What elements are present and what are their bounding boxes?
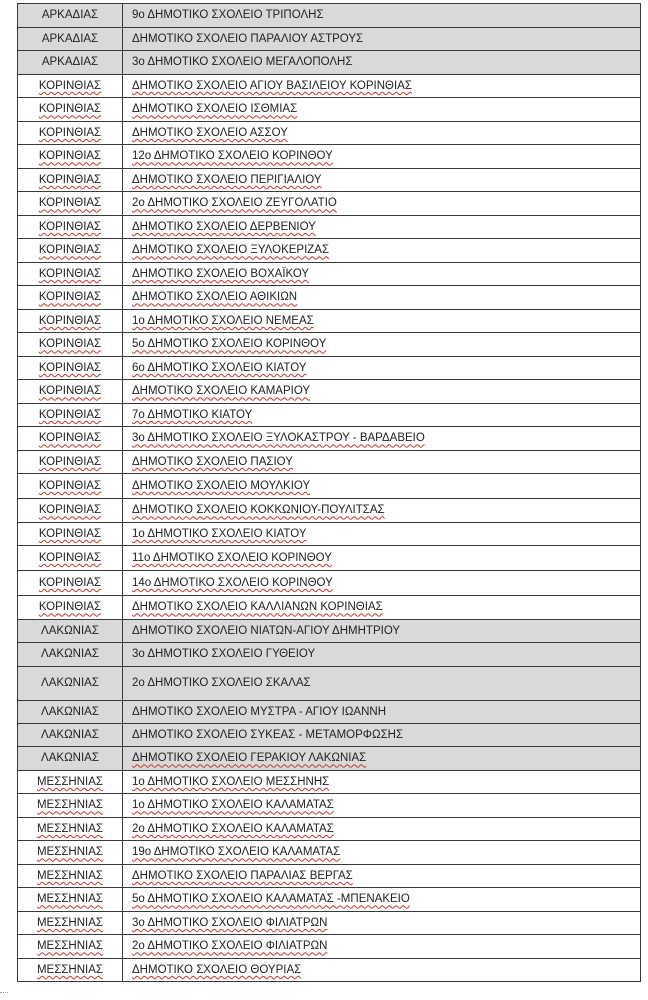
school-text: ΔΗΜΟΤΙΚΟ ΣΧΟΛΕΙΟ ΠΑΡΑΛΙΑΣ ΒΕΡΓΑΣ: [132, 869, 353, 882]
table-row: [18, 643, 641, 667]
region-cell: [18, 333, 123, 357]
school-text: 3ο ΔΗΜΟΤΙΚΟ ΣΧΟΛΕΙΟ ΜΕΓΑΛΟΠΟΛΗΣ: [132, 56, 353, 69]
region-cell: [18, 770, 123, 794]
table-row: [18, 546, 641, 571]
region-cell: [18, 98, 123, 122]
school-text: 11ο ΔΗΜΟΤΙΚΟ ΣΧΟΛΕΙΟ ΚΟΡΙΝΘΟΥ: [132, 552, 332, 564]
table-row: [18, 817, 641, 841]
table-row: [18, 571, 641, 596]
school-text: ΔΗΜΟΤΙΚΟ ΣΧΟΛΕΙΟ ΜΟΥΛΚΙΟΥ: [132, 480, 311, 492]
table-row: [18, 262, 641, 286]
region-cell: [18, 215, 123, 239]
region-text: ΜΕΣΣΗΝΙΑΣ: [36, 799, 104, 812]
school-text: 2ο ΔΗΜΟΤΙΚΟ ΣΧΟΛΕΙΟ ΚΑΛΑΜΑΤΑΣ: [132, 822, 334, 835]
school-cell: [123, 794, 641, 818]
school-text: ΔΗΜΟΤΙΚΟ ΣΧΟΛΕΙΟ ΝΙΑΤΩΝ-ΑΓΙΟΥ ΔΗΜΗΤΡΙΟΥ: [132, 624, 401, 637]
region-text: ΛΑΚΩΝΙΑΣ: [41, 752, 99, 765]
school-text: 19ο ΔΗΜΟΤΙΚΟ ΣΧΟΛΕΙΟ ΚΑΛΑΜΑΤΑΣ: [132, 846, 341, 859]
region-cell: [18, 262, 123, 286]
school-cell: [123, 239, 641, 263]
table-row: [18, 474, 641, 499]
region-cell: [18, 935, 123, 959]
table-row: [18, 911, 641, 935]
school-cell: [123, 51, 641, 75]
school-cell: [123, 770, 641, 794]
school-text: 1ο ΔΗΜΟΤΙΚΟ ΣΧΟΛΕΙΟ ΚΙΑΤΟΥ: [132, 527, 307, 540]
table-row: [18, 619, 641, 643]
school-cell: [123, 747, 641, 771]
school-cell: [123, 935, 641, 959]
school-text: ΔΗΜΟΤΙΚΟ ΣΧΟΛΕΙΟ ΜΥΣΤΡΑ - ΑΓΙΟΥ ΙΩΑΝΝΗ: [132, 705, 387, 718]
table-row: [18, 888, 641, 912]
school-cell: [123, 619, 641, 643]
school-cell: [123, 286, 641, 310]
school-cell: [123, 215, 641, 239]
region-text: ΚΟΡΙΝΘΙΑΣ: [38, 480, 102, 492]
school-text: ΔΗΜΟΤΙΚΟ ΣΧΟΛΕΙΟ ΚΑΜΑΡΙΟΥ: [132, 385, 311, 398]
region-cell: [18, 619, 123, 643]
school-cell: [123, 571, 641, 596]
school-text: ΔΗΜΟΤΙΚΟ ΣΧΟΛΕΙΟ ΑΓΙΟΥ ΒΑΣΙΛΕΙΟΥ ΚΟΡΙΝΘΙΑΣ: [132, 79, 412, 92]
region-cell: [18, 666, 123, 700]
table-row: [18, 356, 641, 380]
school-cell: [123, 596, 641, 620]
region-cell: [18, 380, 123, 404]
region-text: ΚΟΡΙΝΘΙΑΣ: [38, 601, 102, 614]
region-text: ΚΟΡΙΝΘΙΑΣ: [38, 244, 102, 257]
region-cell: [18, 403, 123, 427]
page-edge-mark: [0, 992, 8, 994]
school-cell: [123, 98, 641, 122]
school-cell: [123, 168, 641, 192]
region-text: ΛΑΚΩΝΙΑΣ: [41, 624, 99, 637]
region-cell: [18, 309, 123, 333]
region-text: ΚΟΡΙΝΘΙΑΣ: [38, 408, 102, 421]
region-text: ΚΟΡΙΝΘΙΑΣ: [38, 197, 102, 210]
region-text: ΚΟΡΙΝΘΙΑΣ: [38, 79, 102, 92]
table-row: [18, 427, 641, 451]
table-row: [18, 333, 641, 357]
region-cell: [18, 700, 123, 723]
table-row: [18, 403, 641, 427]
school-text: ΔΗΜΟΤΙΚΟ ΣΧΟΛΕΙΟ ΔΕΡΒΕΝΙΟΥ: [132, 220, 316, 233]
region-text: ΚΟΡΙΝΘΙΑΣ: [38, 552, 102, 564]
region-text: ΚΟΡΙΝΘΙΑΣ: [38, 338, 102, 351]
school-text: ΔΗΜΟΤΙΚΟ ΣΧΟΛΕΙΟ ΓΕΡΑΚΙΟΥ ΛΑΚΩΝΙΑΣ: [132, 752, 367, 765]
region-cell: [18, 888, 123, 912]
school-cell: [123, 666, 641, 700]
region-text: ΚΟΡΙΝΘΙΑΣ: [38, 126, 102, 139]
school-cell: [123, 864, 641, 888]
school-cell: [123, 192, 641, 216]
school-cell: [123, 427, 641, 451]
region-text: ΜΕΣΣΗΝΙΑΣ: [36, 869, 104, 882]
school-cell: [123, 958, 641, 982]
school-cell: [123, 145, 641, 169]
region-text: ΑΡΚΑΔΙΑΣ: [41, 9, 99, 22]
school-cell: [123, 546, 641, 571]
region-text: ΚΟΡΙΝΘΙΑΣ: [38, 455, 102, 468]
region-text: ΚΟΡΙΝΘΙΑΣ: [38, 361, 102, 374]
region-text: ΜΕΣΣΗΝΙΑΣ: [36, 893, 104, 906]
table-row: [18, 522, 641, 546]
region-cell: [18, 450, 123, 474]
school-text: 7ο ΔΗΜΟΤΙΚΟ ΚΙΑΤΟΥ: [132, 408, 253, 421]
school-text: 3ο ΔΗΜΟΤΙΚΟ ΣΧΟΛΕΙΟ ΦΙΛΙΑΤΡΩΝ: [132, 916, 328, 929]
region-cell: [18, 794, 123, 818]
school-text: 1ο ΔΗΜΟΤΙΚΟ ΣΧΟΛΕΙΟ ΝΕΜΕΑΣ: [132, 314, 314, 327]
school-cell: [123, 121, 641, 145]
school-cell: [123, 309, 641, 333]
region-cell: [18, 168, 123, 192]
region-text: ΚΟΡΙΝΘΙΑΣ: [38, 291, 102, 304]
school-cell: [123, 522, 641, 546]
table-row: [18, 145, 641, 169]
region-text: ΚΟΡΙΝΘΙΑΣ: [38, 385, 102, 398]
table-row: [18, 98, 641, 122]
school-cell: [123, 474, 641, 499]
school-cell: [123, 403, 641, 427]
school-cell: [123, 4, 641, 28]
school-text: ΔΗΜΟΤΙΚΟ ΣΧΟΛΕΙΟ ΠΕΡΙΓΙΑΛΙΟΥ: [132, 173, 322, 186]
region-cell: [18, 522, 123, 546]
table-row: [18, 74, 641, 98]
region-cell: [18, 239, 123, 263]
region-cell: [18, 427, 123, 451]
school-text: ΔΗΜΟΤΙΚΟ ΣΧΟΛΕΙΟ ΠΑΡΑΛΙΟΥ ΑΣΤΡΟΥΣ: [132, 32, 364, 45]
table-row: [18, 380, 641, 404]
region-cell: [18, 499, 123, 523]
region-text: ΚΟΡΙΝΘΙΑΣ: [38, 527, 102, 540]
school-cell: [123, 888, 641, 912]
region-text: ΚΟΡΙΝΘΙΑΣ: [38, 267, 102, 280]
table-row: [18, 309, 641, 333]
region-text: ΜΕΣΣΗΝΙΑΣ: [36, 775, 104, 788]
school-cell: [123, 380, 641, 404]
region-text: ΚΟΡΙΝΘΙΑΣ: [38, 150, 102, 163]
school-cell: [123, 262, 641, 286]
school-text: ΔΗΜΟΤΙΚΟ ΣΧΟΛΕΙΟ ΣΥΚΕΑΣ - ΜΕΤΑΜΟΡΦΩΣΗΣ: [132, 728, 404, 741]
school-text: 6ο ΔΗΜΟΤΙΚΟ ΣΧΟΛΕΙΟ ΚΙΑΤΟΥ: [132, 361, 307, 374]
school-cell: [123, 356, 641, 380]
table-row: [18, 450, 641, 474]
region-text: ΚΟΡΙΝΘΙΑΣ: [38, 103, 102, 116]
table-row: [18, 596, 641, 620]
region-cell: [18, 4, 123, 28]
region-cell: [18, 911, 123, 935]
table-row: [18, 747, 641, 771]
school-cell: [123, 643, 641, 667]
table-row: [18, 51, 641, 75]
school-cell: [123, 27, 641, 51]
table-row: [18, 192, 641, 216]
school-cell: [123, 911, 641, 935]
table-row: [18, 723, 641, 747]
school-text: ΔΗΜΟΤΙΚΟ ΣΧΟΛΕΙΟ ΞΥΛΟΚΕΡΙΖΑΣ: [132, 244, 330, 257]
table-row: [18, 499, 641, 523]
region-cell: [18, 27, 123, 51]
table-row: [18, 215, 641, 239]
school-text: 5ο ΔΗΜΟΤΙΚΟ ΣΧΟΛΕΙΟ ΚΑΛΑΜΑΤΑΣ -ΜΠΕΝΑΚΕΙΟ: [132, 893, 410, 906]
region-text: ΑΡΚΑΔΙΑΣ: [41, 32, 99, 45]
school-cell: [123, 450, 641, 474]
region-text: ΚΟΡΙΝΘΙΑΣ: [38, 504, 102, 517]
region-text: ΜΕΣΣΗΝΙΑΣ: [36, 846, 104, 859]
region-text: ΑΡΚΑΔΙΑΣ: [41, 56, 99, 69]
school-cell: [123, 723, 641, 747]
table-row: [18, 666, 641, 700]
school-text: 2ο ΔΗΜΟΤΙΚΟ ΣΧΟΛΕΙΟ ΖΕΥΓΟΛΑΤΙΟ: [132, 197, 337, 210]
region-text: ΜΕΣΣΗΝΙΑΣ: [36, 963, 104, 976]
region-text: ΚΟΡΙΝΘΙΑΣ: [38, 432, 102, 445]
region-cell: [18, 121, 123, 145]
region-text: ΚΟΡΙΝΘΙΑΣ: [38, 173, 102, 186]
region-cell: [18, 74, 123, 98]
school-text: ΔΗΜΟΤΙΚΟ ΣΧΟΛΕΙΟ ΑΘΙΚΙΩΝ: [132, 291, 298, 304]
school-text: ΔΗΜΟΤΙΚΟ ΣΧΟΛΕΙΟ ΒΟΧΑΪΚΟΥ: [132, 267, 310, 280]
region-text: ΜΕΣΣΗΝΙΑΣ: [36, 916, 104, 929]
schools-table-body: [18, 4, 641, 982]
table-row: [18, 935, 641, 959]
school-cell: [123, 333, 641, 357]
table-row: [18, 27, 641, 51]
region-cell: [18, 864, 123, 888]
table-row: [18, 770, 641, 794]
region-cell: [18, 546, 123, 571]
school-text: ΔΗΜΟΤΙΚΟ ΣΧΟΛΕΙΟ ΚΟΚΚΩΝΙΟΥ-ΠΟΥΛΙΤΣΑΣ: [132, 504, 385, 517]
region-cell: [18, 571, 123, 596]
table-row: [18, 239, 641, 263]
region-cell: [18, 643, 123, 667]
region-text: ΛΑΚΩΝΙΑΣ: [41, 648, 99, 661]
school-text: 9ο ΔΗΜΟΤΙΚΟ ΣΧΟΛΕΙΟ ΤΡΙΠΟΛΗΣ: [132, 9, 324, 22]
region-cell: [18, 596, 123, 620]
school-text: 12ο ΔΗΜΟΤΙΚΟ ΣΧΟΛΕΙΟ ΚΟΡΙΝΘΟΥ: [132, 150, 333, 163]
school-text: 1ο ΔΗΜΟΤΙΚΟ ΣΧΟΛΕΙΟ ΚΑΛΑΜΑΤΑΣ: [132, 799, 334, 812]
school-text: ΔΗΜΟΤΙΚΟ ΣΧΟΛΕΙΟ ΘΟΥΡΙΑΣ: [132, 963, 302, 976]
table-row: [18, 864, 641, 888]
region-cell: [18, 474, 123, 499]
region-text: ΛΑΚΩΝΙΑΣ: [41, 705, 99, 718]
region-text: ΚΟΡΙΝΘΙΑΣ: [38, 220, 102, 233]
region-text: ΛΑΚΩΝΙΑΣ: [41, 677, 99, 689]
region-text: ΜΕΣΣΗΝΙΑΣ: [36, 822, 104, 835]
school-text: ΔΗΜΟΤΙΚΟ ΣΧΟΛΕΙΟ ΚΑΛΛΙΑΝΩΝ ΚΟΡΙΝΘΙΑΣ: [132, 601, 383, 614]
school-text: ΔΗΜΟΤΙΚΟ ΣΧΟΛΕΙΟ ΠΑΣΙΟΥ: [132, 455, 293, 468]
region-cell: [18, 51, 123, 75]
table-row: [18, 168, 641, 192]
school-cell: [123, 700, 641, 723]
school-cell: [123, 841, 641, 865]
table-row: [18, 794, 641, 818]
region-cell: [18, 747, 123, 771]
region-cell: [18, 958, 123, 982]
region-text: ΚΟΡΙΝΘΙΑΣ: [38, 314, 102, 327]
school-text: 3ο ΔΗΜΟΤΙΚΟ ΣΧΟΛΕΙΟ ΞΥΛΟΚΑΣΤΡΟΥ - ΒΑΡΔΑΒΕΙΟ: [132, 432, 425, 445]
table-row: [18, 121, 641, 145]
region-text: ΛΑΚΩΝΙΑΣ: [41, 728, 99, 741]
region-cell: [18, 356, 123, 380]
school-text: 5ο ΔΗΜΟΤΙΚΟ ΣΧΟΛΕΙΟ ΚΟΡΙΝΘΟΥ: [132, 338, 327, 351]
region-cell: [18, 145, 123, 169]
region-text: ΚΟΡΙΝΘΙΑΣ: [38, 577, 102, 589]
table-row: [18, 4, 641, 28]
table-row: [18, 700, 641, 723]
school-cell: [123, 499, 641, 523]
school-text: ΔΗΜΟΤΙΚΟ ΣΧΟΛΕΙΟ ΑΣΣΟΥ: [132, 126, 288, 139]
table-row: [18, 841, 641, 865]
school-text: 3ο ΔΗΜΟΤΙΚΟ ΣΧΟΛΕΙΟ ΓΥΘΕΙΟΥ: [132, 648, 316, 661]
school-text: 2ο ΔΗΜΟΤΙΚΟ ΣΧΟΛΕΙΟ ΦΙΛΙΑΤΡΩΝ: [132, 940, 328, 953]
schools-table: [17, 3, 641, 982]
school-text: 1ο ΔΗΜΟΤΙΚΟ ΣΧΟΛΕΙΟ ΜΕΣΣΗΝΗΣ: [132, 775, 330, 788]
region-cell: [18, 723, 123, 747]
table-row: [18, 286, 641, 310]
region-cell: [18, 286, 123, 310]
school-text: 2ο ΔΗΜΟΤΙΚΟ ΣΧΟΛΕΙΟ ΣΚΑΛΑΣ: [132, 677, 311, 689]
region-cell: [18, 841, 123, 865]
school-text: ΔΗΜΟΤΙΚΟ ΣΧΟΛΕΙΟ ΙΣΘΜΙΑΣ: [132, 103, 298, 116]
school-text: 14ο ΔΗΜΟΤΙΚΟ ΣΧΟΛΕΙΟ ΚΟΡΙΝΘΟΥ: [132, 577, 333, 589]
table-row: [18, 958, 641, 982]
school-cell: [123, 817, 641, 841]
region-cell: [18, 817, 123, 841]
region-text: ΜΕΣΣΗΝΙΑΣ: [36, 940, 104, 953]
region-cell: [18, 192, 123, 216]
school-cell: [123, 74, 641, 98]
